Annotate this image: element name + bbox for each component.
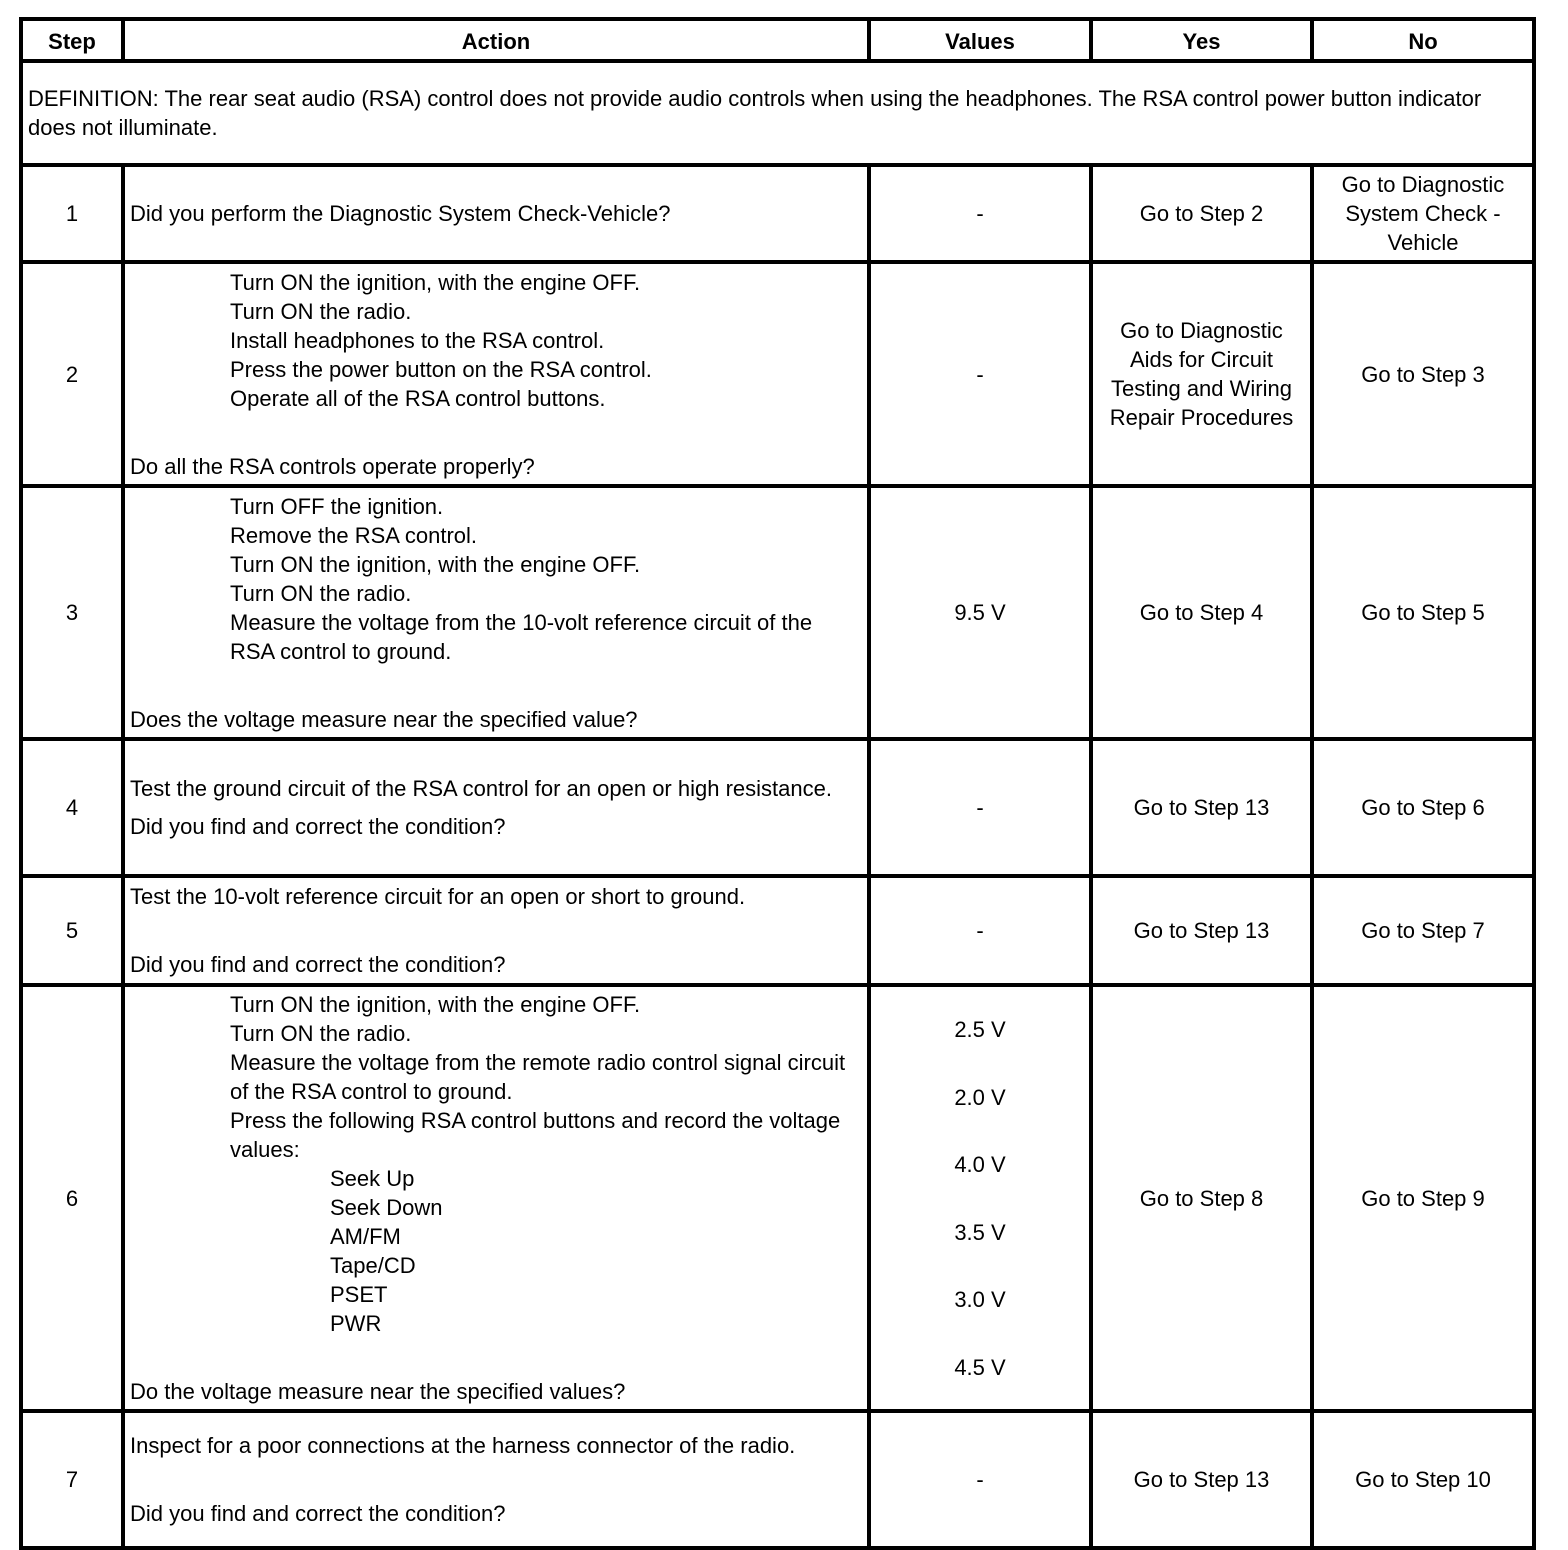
table-row	[21, 985, 1534, 1411]
action-item: Turn ON the ignition, with the engine OFF.	[230, 269, 641, 295]
button-name: AM/FM	[330, 1224, 401, 1249]
definition-row	[21, 61, 1534, 165]
action-cell	[123, 876, 869, 985]
action-question: Do all the RSA controls operate properly?	[130, 453, 535, 479]
action-question: Did you perform the Diagnostic System Check-Vehicle?	[130, 201, 671, 226]
header-action: Action	[123, 19, 869, 61]
action-cell	[123, 165, 869, 262]
action-item: Turn OFF the ignition.	[230, 493, 444, 519]
no-cell: Go to Step 6	[1312, 739, 1534, 876]
action-question: Did you find and correct the condition?	[130, 952, 506, 977]
diagnostic-table	[19, 17, 1536, 1550]
action-text: Inspect for a poor connections at the harness connector of the radio.	[130, 1433, 796, 1458]
yes-cell: Go to Step 4	[1091, 486, 1312, 739]
header-row	[21, 19, 1534, 61]
value-item: 4.0 V	[954, 1152, 1006, 1177]
action-cell	[123, 1411, 869, 1548]
button-name: Seek Up	[330, 1166, 415, 1191]
action-cell	[123, 262, 869, 486]
action-item: Turn ON the radio.	[230, 580, 412, 606]
step-number: 5	[21, 876, 123, 985]
values-cell: -	[869, 876, 1091, 985]
step-number: 4	[21, 739, 123, 876]
value-item: 2.0 V	[954, 1084, 1006, 1110]
action-cell	[123, 739, 869, 876]
no-cell: Go to Step 7	[1312, 876, 1534, 985]
action-text: Test the 10-volt reference circuit for an open or short to ground.	[130, 884, 746, 909]
no-cell: Go to Diagnostic System Check - Vehicle	[1312, 165, 1534, 262]
action-item: Remove the RSA control.	[230, 522, 478, 548]
yes-cell: Go to Step 8	[1091, 985, 1312, 1411]
header-values: Values	[869, 19, 1091, 61]
values-cell: 9.5 V	[869, 486, 1091, 739]
action-item: Turn ON the ignition, with the engine OFF.	[230, 992, 641, 1017]
definition-text: DEFINITION: The rear seat audio (RSA) control does not provide audio controls when using the headphones. The RSA control power button indicator does not illuminate.	[21, 61, 1534, 165]
no-cell: Go to Step 10	[1312, 1411, 1534, 1548]
action-question: Does the voltage measure near the specified value?	[130, 706, 638, 732]
no-cell: Go to Step 9	[1312, 985, 1534, 1411]
table-row	[21, 486, 1534, 739]
header-yes: Yes	[1091, 19, 1312, 61]
yes-cell: Go to Step 13	[1091, 876, 1312, 985]
value-item: 4.5 V	[954, 1354, 1006, 1380]
header-no: No	[1312, 19, 1534, 61]
action-item: Install headphones to the RSA control.	[230, 327, 605, 353]
action-text: Test the ground circuit of the RSA control for an open or high resistance.	[130, 776, 832, 801]
action-question: Do the voltage measure near the specified values?	[130, 1379, 626, 1404]
button-name: Seek Down	[330, 1195, 443, 1220]
value-item: 3.0 V	[954, 1287, 1006, 1312]
values-cell: -	[869, 739, 1091, 876]
action-question: Did you find and correct the condition?	[130, 814, 506, 839]
yes-cell: Go to Step 13	[1091, 739, 1312, 876]
yes-cell: Go to Step 2	[1091, 165, 1312, 262]
action-item: Turn ON the radio.	[230, 298, 412, 324]
action-item: Press the following RSA control buttons and record the voltage values:	[230, 1108, 841, 1162]
action-item: Press the power button on the RSA control.	[230, 356, 652, 382]
value-item: 3.5 V	[954, 1219, 1006, 1245]
table-row	[21, 165, 1534, 262]
button-name: Tape/CD	[330, 1253, 416, 1278]
button-name: PWR	[330, 1311, 382, 1336]
step-number: 2	[21, 262, 123, 486]
action-item: Turn ON the radio.	[230, 1021, 412, 1046]
action-item: Operate all of the RSA control buttons.	[230, 385, 606, 411]
no-cell: Go to Step 5	[1312, 486, 1534, 739]
action-question: Did you find and correct the condition?	[130, 1501, 506, 1526]
action-item: Measure the voltage from the 10-volt reference circuit of the RSA control to ground.	[230, 609, 813, 664]
action-cell	[123, 486, 869, 739]
step-number: 1	[21, 165, 123, 262]
button-name: PSET	[330, 1282, 388, 1307]
table-row	[21, 262, 1534, 486]
values-cell: -	[869, 165, 1091, 262]
header-step: Step	[21, 19, 123, 61]
values-cell: -	[869, 262, 1091, 486]
step-number: 7	[21, 1411, 123, 1548]
action-cell	[123, 985, 869, 1411]
table-row	[21, 1411, 1534, 1548]
value-item: 2.5 V	[954, 1017, 1006, 1042]
yes-cell: Go to Step 13	[1091, 1411, 1312, 1548]
no-cell: Go to Step 3	[1312, 262, 1534, 486]
values-cell: -	[869, 1411, 1091, 1548]
table-row	[21, 876, 1534, 985]
step-number: 6	[21, 985, 123, 1411]
values-cell	[869, 985, 1091, 1411]
action-item: Turn ON the ignition, with the engine OFF.	[230, 551, 641, 577]
yes-cell: Go to Diagnostic Aids for Circuit Testing and Wiring Repair Procedures	[1091, 262, 1312, 486]
table-row	[21, 739, 1534, 876]
step-number: 3	[21, 486, 123, 739]
action-item: Measure the voltage from the remote radio control signal circuit of the RSA control to ground.	[230, 1050, 846, 1104]
